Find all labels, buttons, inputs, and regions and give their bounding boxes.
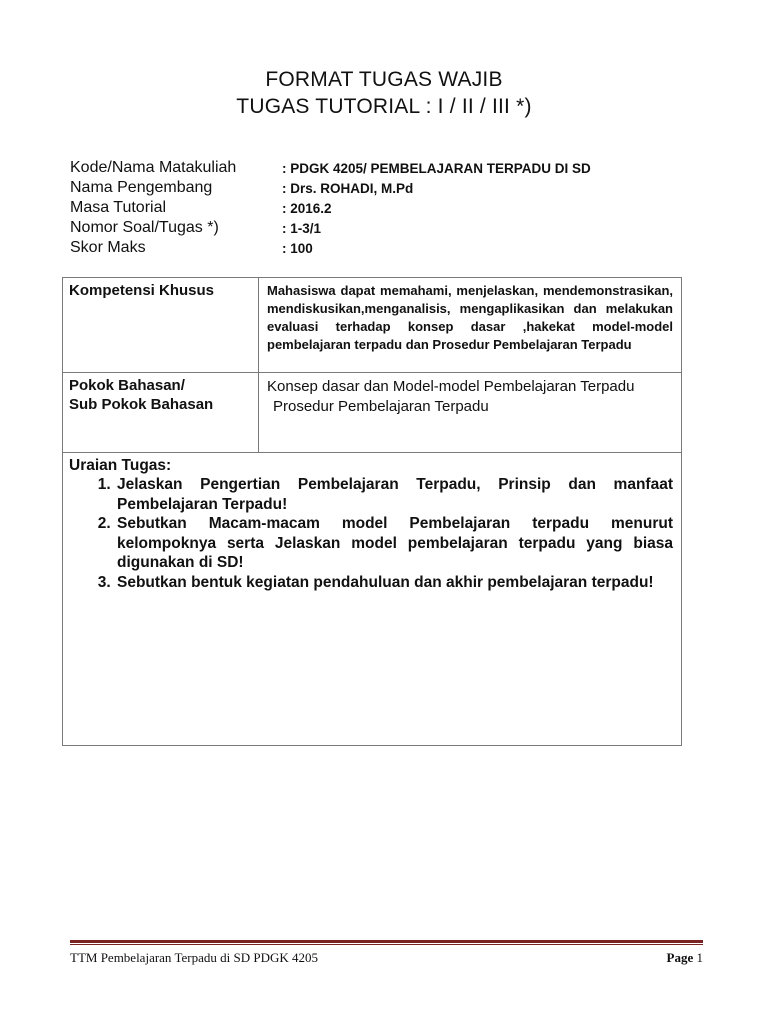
sub-pokok-item: Prosedur Pembelajaran Terpadu [273,398,489,415]
meta-value: : Drs. ROHADI, M.Pd [282,181,414,196]
meta-label: Skor Maks [70,239,146,256]
task-list [69,475,673,592]
uraian-label: Uraian Tugas: [69,457,172,474]
pokok-cell [259,373,682,453]
page-number [667,950,703,966]
footer-text: TTM Pembelajaran Terpadu di SD PDGK 4205 [70,950,318,965]
kompetensi-cell [259,278,682,373]
meta-value: : 1-3/1 [282,221,322,236]
meta-label: Nomor Soal/Tugas *) [70,219,219,236]
pokok-label-cell [63,373,259,453]
pokok-label-line1: Pokok Bahasan/ [69,377,185,394]
pokok-label-line2: Sub Pokok Bahasan [69,396,214,413]
task-item: 3. Sebutkan bentuk kegiatan pendahuluan dan akhir pembelajaran terpadu! [115,573,673,593]
kompetensi-text: Mahasiswa dapat memahami, menjelaskan, mendemonstrasikan, mendiskusikan,menganalisis, mengaplikasikan dan melakukan evaluasi terhadap konsep dasar ,hakekat model-model pembelajaran terpadu dan Prosedur Pembelajaran Terpadu [267,283,673,352]
document-title: FORMAT TUGAS WAJIB [265,68,503,91]
page-number-value: 1 [696,950,703,965]
meta-value: : PDGK 4205/ PEMBELAJARAN TERPADU DI SD [282,161,591,176]
meta-value: : 100 [282,241,313,256]
pokok-item: Konsep dasar dan Model-model Pembelajaran Terpadu [267,378,635,395]
row-kompetensi [63,278,682,373]
row-pokok-bahasan [63,373,682,453]
document-subtitle: TUGAS TUTORIAL : I / II / III *) [236,95,532,118]
meta-label: Nama Pengembang [70,179,213,196]
footer-rule-thin [70,944,703,945]
meta-label: Masa Tutorial [70,199,167,216]
page-label: Page [666,950,694,965]
task-table [62,277,682,746]
meta-label: Kode/Nama Matakuliah [70,159,237,176]
row-uraian-tugas [63,453,682,746]
uraian-cell [63,453,682,746]
task-item: 1. Jelaskan Pengertian Pembelajaran Terpadu, Prinsip dan manfaat Pembelajaran Terpadu! [115,475,673,514]
meta-value: : 2016.2 [282,201,332,216]
task-item: 2. Sebutkan Macam-macam model Pembelajaran terpadu menurut kelompoknya serta Jelaskan model pembelajaran terpadu yang biasa digunakan di SD! [115,514,673,573]
footer-rule [70,940,703,943]
kompetensi-label: Kompetensi Khusus [63,278,259,373]
